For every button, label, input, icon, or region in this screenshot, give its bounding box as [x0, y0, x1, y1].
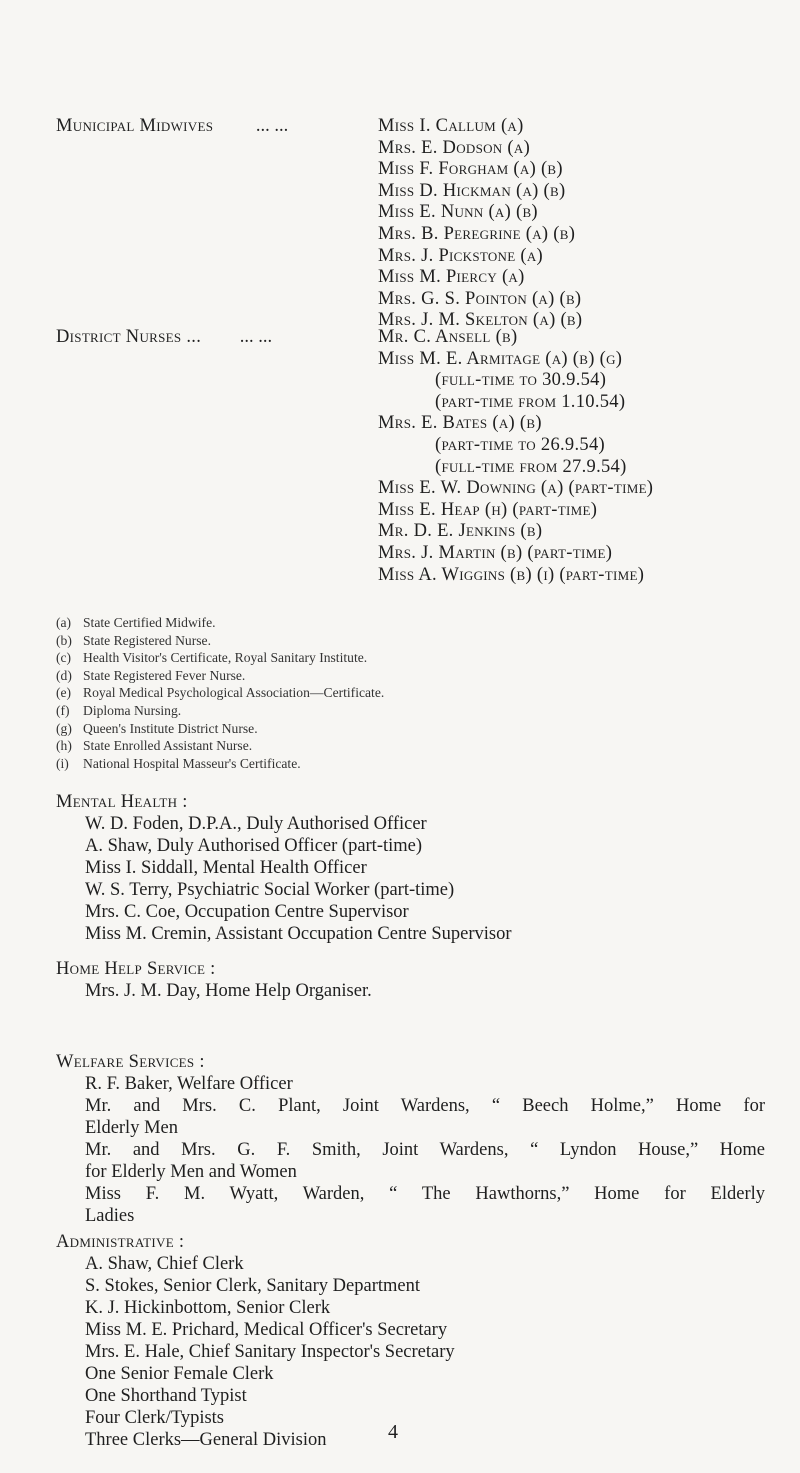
note-text: Health Visitor's Certificate, Royal Sanitary Institute.	[83, 650, 368, 666]
welfare-entry: R. F. Baker, Welfare Officer	[85, 1074, 293, 1094]
nurse-entry: (full-time from 27.9.54)	[435, 456, 627, 477]
nurse-entry: (part-time from 1.10.54)	[435, 391, 626, 412]
welfare-entry: Elderly Men	[85, 1118, 178, 1138]
note-key: (b)	[56, 632, 72, 648]
staff-entry: Three Clerks—General Division	[85, 1430, 327, 1450]
note-key: (e)	[56, 685, 72, 701]
note-key: (c)	[56, 650, 72, 666]
administrative-section	[56, 1231, 455, 1451]
staff-entry: Miss M. Cremin, Assistant Occupation Centre Supervisor	[85, 924, 512, 944]
welfare-entry: Ladies	[85, 1206, 135, 1226]
note-text: National Hospital Masseur's Certificate.	[83, 755, 301, 771]
staff-entry: Miss I. Siddall, Mental Health Officer	[85, 858, 367, 878]
nurse-entry: Miss M. E. Armitage (a) (b) (g)	[378, 348, 623, 369]
district-nurses-heading	[56, 327, 378, 586]
nurse-entry: Mrs. J. Martin (b) (part-time)	[378, 542, 613, 563]
note-text: Diploma Nursing.	[83, 702, 182, 718]
midwife-entry: Mrs. B. Peregrine (a) (b)	[378, 223, 576, 244]
staff-entry: A. Shaw, Chief Clerk	[85, 1254, 244, 1274]
midwife-entry: Miss E. Nunn (a) (b)	[378, 202, 538, 223]
section-title: Welfare Services :	[56, 1052, 205, 1072]
staff-entry: One Shorthand Typist	[85, 1386, 247, 1406]
note-row	[56, 632, 384, 650]
staff-entry: Miss M. E. Prichard, Medical Officer's Secretary	[85, 1320, 448, 1340]
staff-entry: S. Stokes, Senior Clerk, Sanitary Department	[85, 1276, 421, 1296]
midwife-entry: Mrs. J. Pickstone (a)	[378, 245, 544, 266]
nurse-entry: Miss E. W. Downing (a) (part-time)	[378, 478, 654, 499]
midwife-entry: Mrs. J. M. Skelton (a) (b)	[378, 310, 583, 331]
welfare-section	[56, 1051, 765, 1227]
nurse-entry: Mr. D. E. Jenkins (b)	[378, 521, 543, 542]
section-title: Mental Health :	[56, 792, 188, 812]
staff-entry: One Senior Female Clerk	[85, 1364, 274, 1384]
welfare-entry: for Elderly Men and Women	[85, 1162, 297, 1182]
nurse-entry: (part-time to 26.9.54)	[435, 434, 605, 455]
leader-dots: ... ...	[255, 116, 289, 136]
note-row	[56, 649, 384, 667]
nurse-entry: Miss E. Heap (h) (part-time)	[378, 499, 598, 520]
note-key: (h)	[56, 738, 72, 754]
note-row	[56, 755, 384, 773]
note-text: Royal Medical Psychological Association—Certificate.	[83, 685, 385, 701]
staff-entry: K. J. Hickinbottom, Senior Clerk	[85, 1298, 331, 1318]
qualification-notes	[56, 614, 384, 772]
staff-entry: W. D. Foden, D.P.A., Duly Authorised Officer	[85, 814, 427, 834]
welfare-list	[56, 1073, 765, 1227]
staff-entry: Mrs. J. M. Day, Home Help Organiser.	[85, 981, 372, 1001]
nurses-list	[378, 327, 653, 586]
section-title: Municipal Midwives	[56, 116, 214, 136]
staff-entry: Four Clerk/Typists	[85, 1408, 225, 1428]
note-key: (i)	[56, 755, 69, 771]
note-row	[56, 684, 384, 702]
municipal-midwives-section	[56, 116, 582, 332]
note-text: Queen's Institute District Nurse.	[83, 720, 258, 736]
staff-entry: Mrs. C. Coe, Occupation Centre Supervisor	[85, 902, 409, 922]
note-text: State Registered Fever Nurse.	[83, 667, 246, 683]
note-row	[56, 737, 384, 755]
midwife-entry: Miss F. Forgham (a) (b)	[378, 159, 563, 180]
note-key: (g)	[56, 720, 72, 736]
note-text: State Certified Midwife.	[83, 615, 216, 630]
district-nurses-section	[56, 327, 653, 586]
staff-entry: W. S. Terry, Psychiatric Social Worker (part-time)	[85, 880, 455, 900]
mental-health-section	[56, 791, 512, 945]
nurse-entry: Miss A. Wiggins (b) (i) (part-time)	[378, 564, 645, 585]
midwife-entry: Mrs. E. Dodson (a)	[378, 137, 531, 158]
welfare-entry: Miss F. M. Wyatt, Warden, “ The Hawthorns,” Home for Elderly	[85, 1184, 765, 1204]
note-row	[56, 702, 384, 720]
municipal-midwives-heading	[56, 116, 378, 332]
welfare-entry: Mr. and Mrs. G. F. Smith, Joint Wardens, “ Lyndon House,” Home	[85, 1140, 765, 1160]
nurse-entry: Mrs. E. Bates (a) (b)	[378, 413, 542, 434]
note-row	[56, 720, 384, 738]
section-title: Administrative :	[56, 1232, 185, 1252]
mental-health-list	[56, 813, 512, 945]
midwife-entry: Miss I. Callum (a)	[378, 116, 524, 136]
note-key: (f)	[56, 702, 70, 718]
midwives-list	[378, 116, 582, 332]
welfare-entry: Mr. and Mrs. C. Plant, Joint Wardens, “ Beech Holme,” Home for	[85, 1096, 765, 1116]
staff-entry: A. Shaw, Duly Authorised Officer (part-time)	[85, 836, 423, 856]
staff-entry: Mrs. E. Hale, Chief Sanitary Inspector's Secretary	[85, 1342, 455, 1362]
note-key: (d)	[56, 667, 72, 683]
nurse-entry: (full-time to 30.9.54)	[435, 370, 607, 391]
page-number: 4	[388, 1421, 398, 1443]
note-row	[56, 667, 384, 685]
leader-dots: ... ...	[239, 327, 273, 347]
note-row	[56, 614, 384, 632]
home-help-section	[56, 958, 372, 1002]
note-text: State Enrolled Assistant Nurse.	[83, 738, 253, 754]
nurse-entry: Mr. C. Ansell (b)	[378, 327, 518, 347]
home-help-list	[56, 980, 372, 1002]
note-text: State Registered Nurse.	[83, 632, 211, 648]
midwife-entry: Mrs. G. S. Pointon (a) (b)	[378, 288, 582, 309]
section-title: District Nurses ...	[56, 327, 202, 347]
midwife-entry: Miss M. Piercy (a)	[378, 267, 525, 288]
section-title: Home Help Service :	[56, 959, 216, 979]
midwife-entry: Miss D. Hickman (a) (b)	[378, 180, 566, 201]
note-key: (a)	[56, 615, 72, 630]
